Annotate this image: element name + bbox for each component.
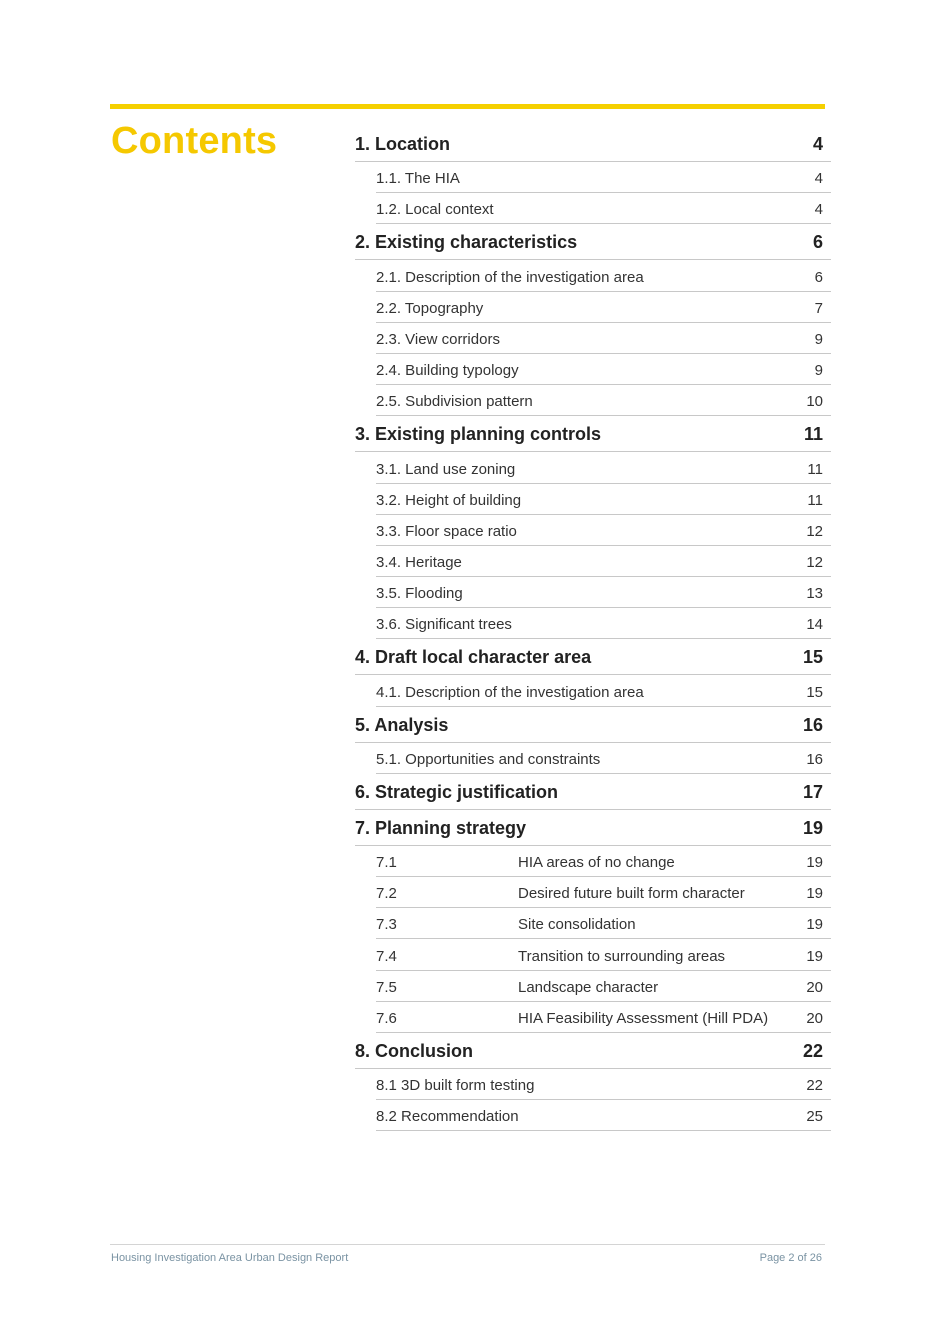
toc-entry-7-5[interactable] <box>376 971 831 1002</box>
toc-entry-title: 3.1. Land use zoning <box>376 460 516 478</box>
toc-entry-4-1[interactable] <box>376 675 831 706</box>
toc-section-4[interactable] <box>355 639 831 675</box>
toc-page-number: 16 <box>802 714 823 735</box>
toc-entry-7-6[interactable] <box>376 1002 831 1033</box>
toc-entry-title: HIA Feasibility Assessment (Hill PDA) <box>518 1009 769 1027</box>
toc-entry-title: 3.2. Height of building <box>376 491 522 509</box>
footer-page-number: Page 2 of 26 <box>759 1252 822 1264</box>
toc-entry-title: 3.5. Flooding <box>376 585 463 603</box>
toc-section-title: 7. Planning strategy <box>355 817 527 838</box>
toc-entry-7-2[interactable] <box>376 877 831 908</box>
toc-entry-code: 7.5 <box>376 978 397 996</box>
toc-entry-code: 7.6 <box>376 1009 397 1027</box>
toc-entry-1-1[interactable] <box>376 162 831 193</box>
toc-section-7[interactable] <box>355 810 831 846</box>
toc-entry-8-1[interactable] <box>376 1069 831 1100</box>
toc-entry-title: 2.5. Subdivision pattern <box>376 393 533 411</box>
toc-section-6[interactable] <box>355 774 831 810</box>
toc-page-number: 11 <box>807 491 823 509</box>
toc-entry-title: Desired future built form character <box>518 885 745 903</box>
toc-section-title: 4. Draft local character area <box>355 647 592 668</box>
toc-section-5[interactable] <box>355 707 831 743</box>
toc-entry-2-1[interactable] <box>376 260 831 291</box>
toc-page-number: 14 <box>806 616 823 634</box>
toc-page-number: 15 <box>806 683 823 701</box>
toc-section-8[interactable] <box>355 1033 831 1069</box>
toc-entry-title: 2.1. Description of the investigation area <box>376 268 644 286</box>
toc-page-number: 11 <box>803 424 823 445</box>
footer-divider <box>110 1244 825 1245</box>
toc-section-title: 6. Strategic justification <box>355 781 559 802</box>
toc-page-number: 20 <box>806 1009 823 1027</box>
toc-entry-code: 7.3 <box>376 916 397 934</box>
toc-page-number: 12 <box>806 554 823 572</box>
toc-entry-title: 2.4. Building typology <box>376 362 519 380</box>
toc-section-1[interactable] <box>355 126 831 162</box>
toc-entry-3-4[interactable] <box>376 546 831 577</box>
toc-entry-2-4[interactable] <box>376 354 831 385</box>
toc-entry-title: 5.1. Opportunities and constraints <box>376 750 601 768</box>
toc-page-number: 11 <box>807 460 823 478</box>
toc-page-number: 4 <box>814 170 823 188</box>
toc-page-number: 12 <box>806 522 823 540</box>
toc-entry-title: HIA areas of no change <box>518 854 675 871</box>
toc-page-number: 10 <box>806 393 823 411</box>
toc-section-title: 1. Location <box>355 134 451 154</box>
toc-entry-3-2[interactable] <box>376 484 831 515</box>
toc-section-title: 5. Analysis <box>355 714 449 735</box>
toc-entry-code: 7.4 <box>376 947 397 965</box>
toc-entry-3-3[interactable] <box>376 515 831 546</box>
toc-page-number: 19 <box>806 885 823 903</box>
toc-entry-title: 2.3. View corridors <box>376 330 500 348</box>
toc-entry-code: 7.2 <box>376 885 397 903</box>
toc-entry-code: 7.1 <box>376 854 397 871</box>
table-of-contents <box>355 126 831 1131</box>
toc-entry-3-1[interactable] <box>376 452 831 483</box>
toc-entry-5-1[interactable] <box>376 743 831 774</box>
toc-page-number: 19 <box>802 817 823 838</box>
toc-entry-title: Site consolidation <box>518 916 636 934</box>
toc-entry-title: 3.4. Heritage <box>376 554 462 572</box>
toc-page-number: 6 <box>812 232 823 253</box>
page-title: Contents <box>111 120 278 162</box>
toc-entry-title: Transition to surrounding areas <box>518 947 726 965</box>
toc-page-number: 9 <box>814 362 823 380</box>
toc-entry-2-2[interactable] <box>376 292 831 323</box>
toc-page-number: 4 <box>812 134 823 154</box>
toc-page-number: 25 <box>806 1108 823 1126</box>
toc-section-title: 2. Existing characteristics <box>355 232 578 253</box>
toc-entry-title: 2.2. Topography <box>376 299 484 317</box>
top-accent-rule <box>110 104 825 109</box>
toc-page-number: 4 <box>814 201 823 219</box>
toc-entry-title: 3.6. Significant trees <box>376 616 512 634</box>
toc-entry-2-3[interactable] <box>376 323 831 354</box>
toc-page-number: 19 <box>806 854 823 871</box>
toc-entry-3-6[interactable] <box>376 608 831 639</box>
toc-page-number: 22 <box>806 1077 823 1095</box>
toc-section-title: 8. Conclusion <box>355 1040 474 1061</box>
toc-page-number: 20 <box>806 978 823 996</box>
toc-section-title: 3. Existing planning controls <box>355 424 602 445</box>
toc-page-number: 13 <box>806 585 823 603</box>
toc-entry-7-1[interactable] <box>376 846 831 877</box>
toc-page-number: 17 <box>802 781 823 802</box>
toc-section-2[interactable] <box>355 224 831 260</box>
toc-entry-title: 4.1. Description of the investigation area <box>376 683 644 701</box>
toc-page-number: 15 <box>802 647 823 668</box>
toc-page-number: 19 <box>806 947 823 965</box>
toc-entry-1-2[interactable] <box>376 193 831 224</box>
toc-entry-2-5[interactable] <box>376 385 831 416</box>
toc-page-number: 19 <box>806 916 823 934</box>
toc-page-number: 22 <box>802 1040 823 1061</box>
toc-entry-title: 8.1 3D built form testing <box>376 1077 535 1095</box>
toc-entry-title: 1.2. Local context <box>376 201 494 219</box>
toc-entry-3-5[interactable] <box>376 577 831 608</box>
footer-report-title: Housing Investigation Area Urban Design Report <box>111 1252 349 1264</box>
toc-entry-7-4[interactable] <box>376 939 831 970</box>
toc-page-number: 7 <box>814 299 823 317</box>
toc-entry-title: 8.2 Recommendation <box>376 1108 519 1126</box>
toc-section-3[interactable] <box>355 416 831 452</box>
toc-entry-7-3[interactable] <box>376 908 831 939</box>
toc-page-number: 16 <box>806 750 823 768</box>
toc-entry-title: 3.3. Floor space ratio <box>376 522 517 540</box>
toc-entry-title: Landscape character <box>518 978 659 996</box>
toc-page-number: 9 <box>814 330 823 348</box>
toc-page-number: 6 <box>814 268 823 286</box>
toc-entry-8-2[interactable] <box>376 1100 831 1131</box>
toc-entry-title: 1.1. The HIA <box>376 170 460 188</box>
